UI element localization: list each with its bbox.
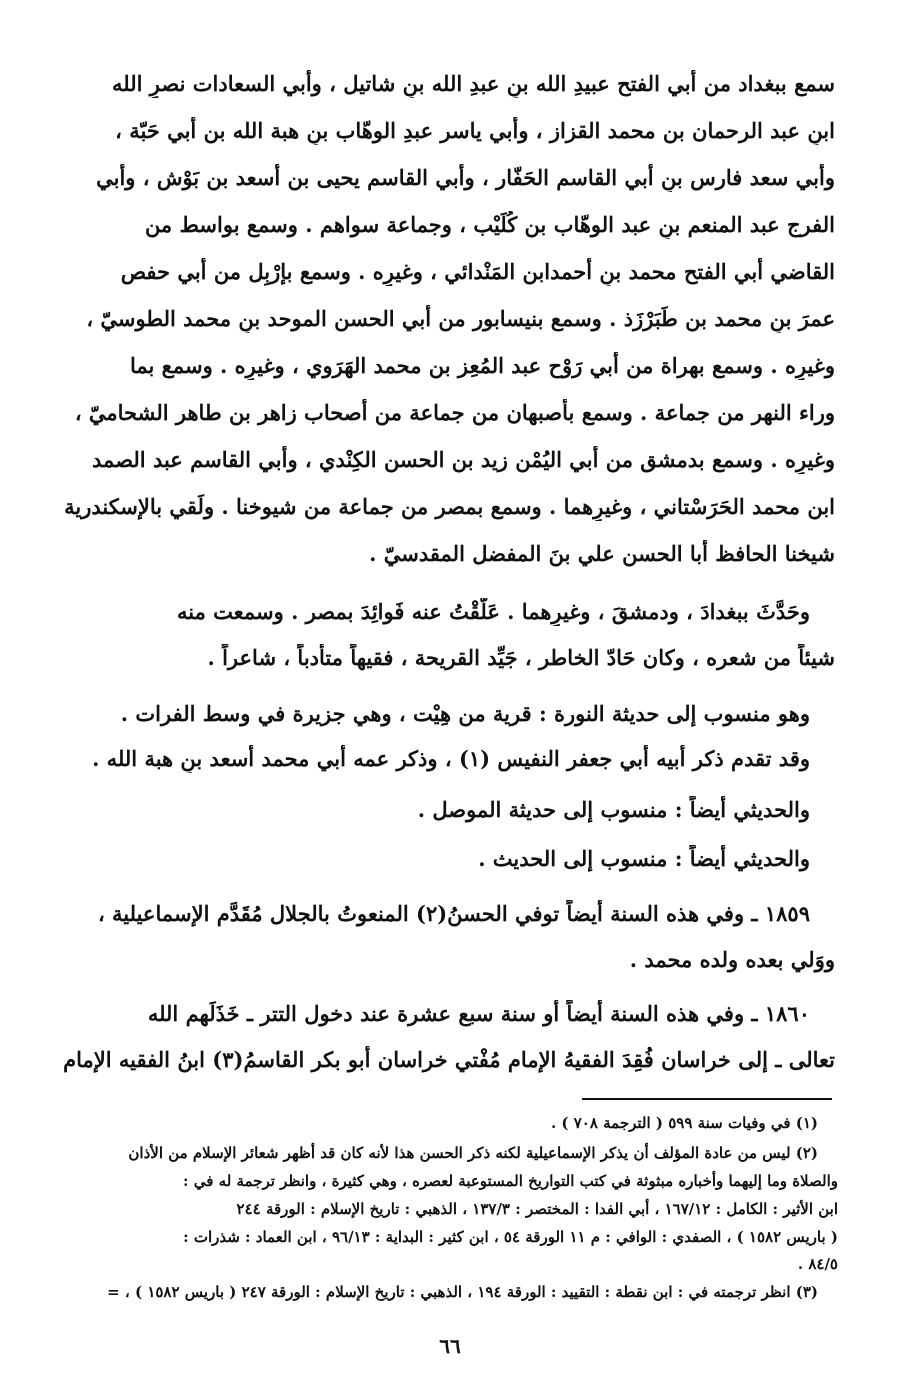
text-line: والحديثي أيضاً : منسوب إلى الحديث . xyxy=(478,846,810,871)
text-line: سمع ببغداد من أبي الفتح عبيدِ الله بنِ عبدِ الله بنِ شاتيل ، وأبي السعادات نصرِ الله xyxy=(112,71,835,96)
footnote-separator xyxy=(582,1098,832,1100)
text-line: ١٨٥٩ ـ وفي هذه السنة أيضاً توفي الحسنُ(٢) المنعوتُ بالجلال مُقَدَّم الإسماعيلية ، xyxy=(97,901,810,926)
footnote-line: والصلاة وما إليهما وأخباره مبثوثة في كتب التواريخ المستوعبة لعصره ، وهي كثيرة ، وانظر ترجمة له في : xyxy=(183,1172,838,1190)
text-line: وقد تقدم ذكر أبيه أبي جعفر النفيس (١) ، وذكر عمه أبي محمد أسعد بنِ هبة الله . xyxy=(92,746,810,771)
text-line: ابن محمد الحَرَسْتاني ، وغيرِهما . وسمع بمصر من جماعة من شيوخنا . ولَقي بالإسكندرية xyxy=(64,494,835,519)
text-line: وأبي سعد فارس بنِ أبي القاسم الحَفّار ، وأبي القاسم يحيى بن أسعد بن بَوْش ، وأبي xyxy=(96,165,835,190)
text-line: وهو منسوب إلى حديثة النورة : قرية من هِيْت ، وهي جزيرة في وسط الفرات . xyxy=(120,701,810,726)
footnote-line: ٨٤/٥ . xyxy=(797,1255,838,1273)
text-line: شيئاً من شعره ، وكان حَادّ الخاطر ، جَيِّد القريحة ، فقيهاً متأدباً ، شاعراً . xyxy=(207,645,835,670)
text-line: ووَلي بعده ولده محمد . xyxy=(629,947,835,972)
text-line: تعالى ـ إلى خراسان فُقِدَ الفقيهُ الإمام مُفْتي خراسان أبو بكر القاسمُ(٣) ابنُ الفقيه الإمام xyxy=(63,1047,835,1072)
text-line: عمرَ بنِ محمد بن طَبَرْزَذ . وسمع بنيسابور من أبي الحسن الموحد بنِ محمد الطوسيّ ، xyxy=(86,306,835,331)
page-number: ٦٦ xyxy=(439,1334,461,1358)
text-line: وحَدَّثَ ببغدادَ ، ودمشقَ ، وغيرِهما . عَلَّقْتُ عنه فَوائِدَ بمصر . وسمعت منه xyxy=(176,599,810,624)
footnote-line: ( باريس ١٥٨٢ ) ، الصفدي : الوافي : م ١١ الورقة ٥٤ ، ابن كثير : البداية : ٩٦/١٣ ، ابن العماد : شذرات : xyxy=(183,1228,838,1246)
footnote-line: (٣) انظر ترجمته في : ابن نقطة : التقييد : الورقة ١٩٤ ، الذهبي : تاريخ الإسلام : الورقة ٢٤٧ ( باريس ١٥٨٢ ) ، = xyxy=(107,1283,818,1301)
text-line: الفرج عبد المنعم بنِ عبد الوهّاب بن كُلَيْب ، وجماعة سواهم . وسمع بواسط من xyxy=(144,212,835,237)
footnote-line: (٢) ليس من عادة المؤلف أن يذكر الإسماعيلية لكنه ذكر الحسن هذا لأنه كان قد أظهر شعائر الإسلام من الأذان xyxy=(128,1144,818,1162)
text-line: وغيرِه . وسمع بدمشق من أبي اليُمْن زيد بن الحسن الكِنْدي ، وأبي القاسم عبد الصمد xyxy=(92,447,835,472)
text-line: والحديثي أيضاً : منسوب إلى حديثة الموصل . xyxy=(417,797,810,822)
text-line: ١٨٦٠ ـ وفي هذه السنة أيضاً أو سنة سبع عشرة عند دخول التتر ـ خَذَلَهم الله xyxy=(147,1001,810,1026)
text-line: ابنِ عبد الرحمان بن محمد القزاز ، وأبي ياسر عبدِ الوهّاب بنِ هبة الله بن أبي حَبّة ، xyxy=(115,118,835,143)
text-line: شيخنا الحافظ أبا الحسن علي بنَ المفضل المقدسيّ . xyxy=(369,541,835,566)
text-line: وغيرِه . وسمع بهراة من أبي رَوْح عبد المُعِز بن محمد الهَرَوي ، وغيرِه . وسمع بما xyxy=(129,353,835,378)
footnote-line: ابن الأثير : الكامل : ١٦٧/١٢ ، أبي الفدا : المختصر : ١٣٧/٣ ، الذهبي : تاريخ الإسلام : الورقة ٢٤٤ xyxy=(236,1200,838,1218)
footnote-line: (١) في وفيات سنة ٥٩٩ ( الترجمة ٧٠٨ ) . xyxy=(550,1114,818,1132)
text-line: وراء النهر من جماعة . وسمع بأصبهان من جماعة من أصحاب زاهر بن طاهر الشحاميّ ، xyxy=(74,400,835,425)
text-line: القاضي أبي الفتح محمد بنِ أحمدابن المَنْدائي ، وغيرِه . وسمع بإرْبِل من أبي حفص xyxy=(120,259,835,284)
